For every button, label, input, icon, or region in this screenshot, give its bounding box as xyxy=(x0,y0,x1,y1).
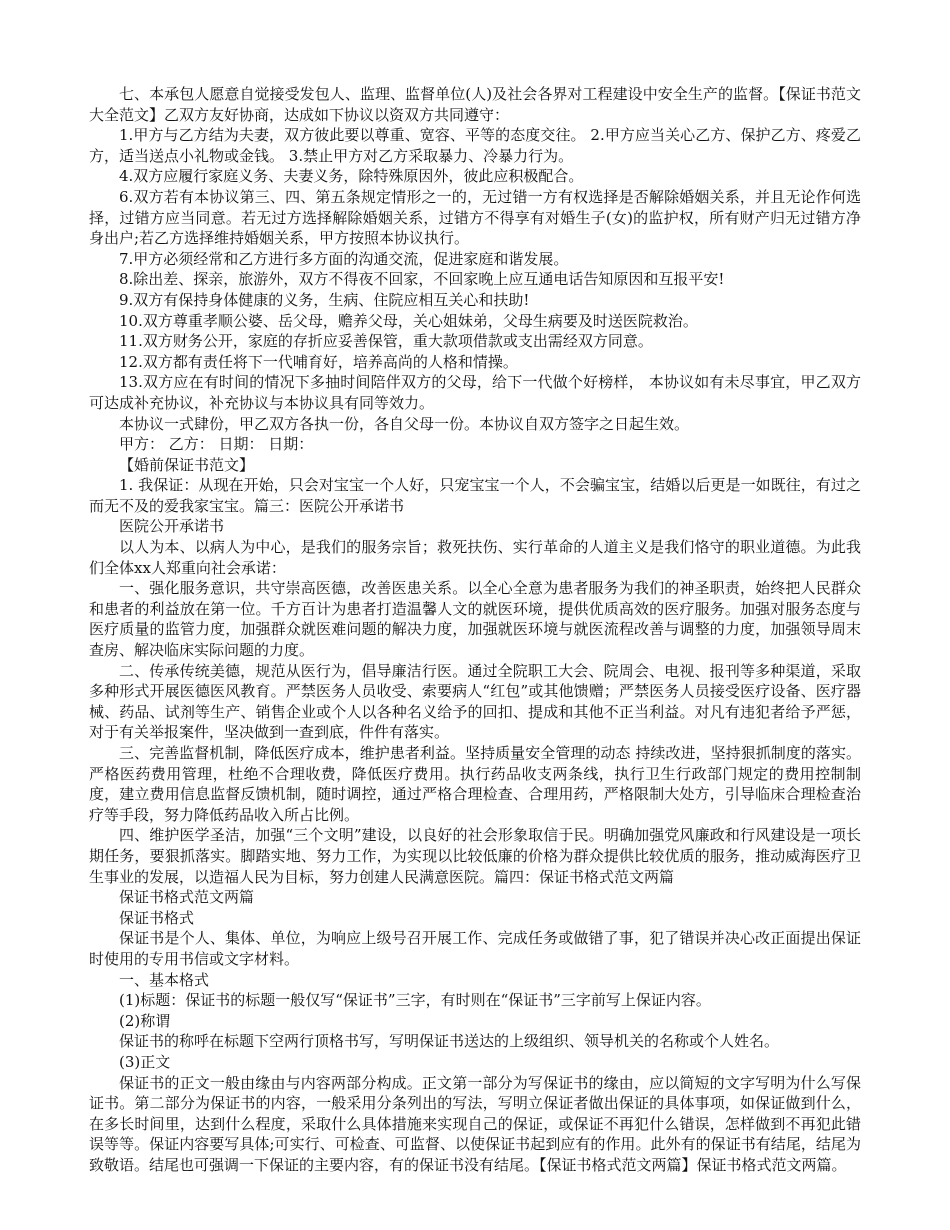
paragraph: 二、传承传统美德，规范从医行为，倡导廉洁行医。通过全院职工大会、院周会、电视、报刊等多种渠道，采取多种形式开展医德医风教育。严禁医务人员收受、索要病人“红包”或其他馈赠；严禁医务人员接受医疗设备、医疗器械、药品、试剂等生产、销售企业或个人以各种名义给予的回扣、提成和其他不正当利益。对凡有违犯者给予严惩，对于有关举报案件，坚决做到一查到底，件件有落实。 xyxy=(89,661,861,742)
paragraph: (1)标题：保证书的标题一般仅写“保证书”三字，有时则在“保证书”三字前写上保证内容。 xyxy=(119,991,711,1010)
paragraph: 1.甲方与乙方结为夫妻，双方彼此要以尊重、宽容、平等的态度交往。 2.甲方应当关心乙方、保护乙方、疼爱乙方，适当送点小礼物或金钱。 3.禁止甲方对乙方采取暴力、冷暴力行为。 xyxy=(89,126,861,165)
paragraph: 一、强化服务意识，共守崇高医德，改善医患关系。以全心全意为患者服务为我们的神圣职责，始终把人民群众和患者的利益放在第一位。千方百计为患者打造温馨人文的就医环境，提供优质高效的医疗服务。加强对服务态度与医疗质量的监管力度，加强群众就医难问题的解决力度，加强就医环境与就医流程改善与调整的力度，加强领导周末查房、解决临床实际问题的力度。 xyxy=(89,579,861,660)
paragraph: 本协议一式肆份，甲乙双方各执一份，各自父母一份。本协议自双方签字之日起生效。 xyxy=(119,414,690,433)
paragraph: 11.双方财务公开，家庭的存折应妥善保管，重大款项借款或支出需经双方同意。 xyxy=(119,332,653,351)
paragraph: 8.除出差、探亲，旅游外，双方不得夜不回家，不回家晚上应互通电话告知原因和互报平安! xyxy=(119,270,725,289)
paragraph: 13.双方应在有时间的情况下多抽时间陪伴双方的父母，给下一代做个好榜样， 本协议如有未尽事宜，甲乙双方可达成补充协议，补充协议与本协议具有同等效力。 xyxy=(89,373,861,412)
section-heading: 保证书格式 xyxy=(119,908,195,927)
section-heading: (2)称谓 xyxy=(119,1011,171,1030)
section-heading: 医院公开承诺书 xyxy=(119,517,225,536)
section-heading: 保证书格式范文两篇 xyxy=(119,888,255,907)
paragraph: 9.双方有保持身体健康的义务，生病、住院应相互关心和扶助! xyxy=(119,290,530,309)
document-body xyxy=(89,84,861,1175)
paragraph: 以人为本、以病人为中心，是我们的服务宗旨；救死扶伤、实行革命的人道主义是我们恪守的职业道德。为此我们全体xx人郑重向社会承诺： xyxy=(89,538,861,577)
section-heading: (3)正文 xyxy=(119,1052,171,1071)
paragraph: 七、本承包人愿意自觉接受发包人、监理、监督单位(人)及社会各界对工程建设中安全生产的监督。【保证书范文大全范文】乙双方友好协商，达成如下协议以资双方共同遵守： xyxy=(89,85,861,124)
paragraph: 4.双方应履行家庭义务、夫妻义务，除特殊原因外，彼此应积极配合。 xyxy=(119,167,584,186)
paragraph: 保证书的正文一般由缘由与内容两部分构成。正文第一部分为写保证书的缘由，应以简短的文字写明为什么写保证书。第二部分为保证书的内容，一般采用分条列出的写法，写明立保证者做出保证的具体事项，如保证做到什么，在多长时间里，达到什么程度，采取什么具体措施来实现自己的保证，或保证不再犯什么错误，怎样做到不再犯此错误等等。保证内容要写具体;可实行、可检查、可监督、以使保证书起到应有的作用。此外有的保证书有结尾，结尾为致敬语。结尾也可强调一下保证的主要内容，有的保证书没有结尾。【保证书格式范文两篇】保证书格式范文两篇。 xyxy=(89,1073,861,1174)
section-heading: 一、基本格式 xyxy=(119,970,210,989)
paragraph: 保证书的称呼在标题下空两行顶格书写，写明保证书送达的上级组织、领导机关的名称或个人姓名。 xyxy=(119,1032,780,1051)
paragraph: 6.双方若有本协议第三、四、第五条规定情形之一的，无过错一方有权选择是否解除婚姻关系，并且无论作何选择，过错方应当同意。若无过方选择解除婚姻关系，过错方不得享有对婚生子(女)的监护权，所有财产归无过错方净身出户;若乙方选择维持婚姻关系，甲方按照本协议执行。 xyxy=(89,187,861,248)
section-heading: 【婚前保证书范文】 xyxy=(119,455,255,474)
paragraph: 12.双方都有责任将下一代哺育好，培养高尚的人格和情操。 xyxy=(119,352,518,371)
paragraph: 1. 我保证：从现在开始，只会对宝宝一个人好，只宠宝宝一个人，不会骗宝宝，结婚以后更是一如既往，有过之而无不及的爱我家宝宝。篇三：医院公开承诺书 xyxy=(89,476,861,515)
paragraph: 三、完善监督机制，降低医疗成本，维护患者利益。坚持质量安全管理的动态 持续改进，坚持狠抓制度的落实。严格医药费用管理，杜绝不合理收费，降低医疗费用。执行药品收支两条线，执行卫生行政部门规定的费用控制制度，建立费用信息监督反馈机制，随时调控，通过严格合理检查、合理用药，严格限制大处方，引导临床合理检查治疗等手段，努力降低药品收入所占比例。 xyxy=(89,744,861,824)
paragraph: 7.甲方必须经常和乙方进行多方面的沟通交流，促进家庭和谐发展。 xyxy=(119,249,569,268)
paragraph: 四、维护医学圣洁，加强“三个文明”建设，以良好的社会形象取信于民。明确加强党风廉政和行风建设是一项长期任务，要狠抓落实。脚踏实地、努力工作，为实现以比较低廉的价格为群众提供比较优质的服务，推动威海医疗卫生事业的发展，以造福人民为目标，努力创建人民满意医院。篇四：保证书格式范文两篇 xyxy=(89,826,861,886)
signature-line: 甲方： 乙方： 日期： 日期： xyxy=(119,435,314,454)
paragraph: 10.双方尊重孝顺公婆、岳父母，赡养父母，关心姐妹弟，父母生病要及时送医院救治。 xyxy=(119,311,698,330)
paragraph: 保证书是个人、集体、单位，为响应上级号召开展工作、完成任务或做错了事，犯了错误并决心改正面提出保证时使用的专用书信或文字材料。 xyxy=(89,929,861,968)
